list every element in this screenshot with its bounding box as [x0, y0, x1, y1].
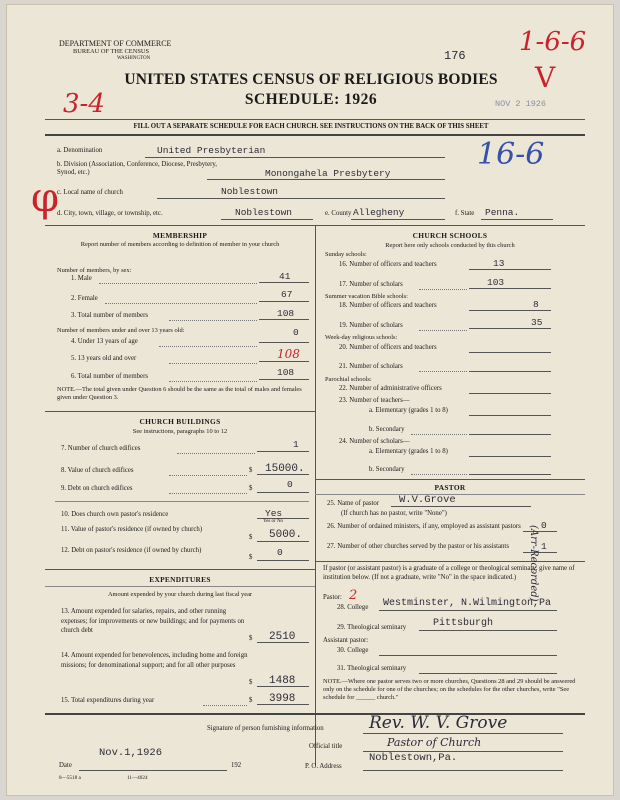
q23a-label: a. Elementary (grades 1 to 8) [369, 407, 448, 414]
q13-label: 13. Amount expended for salaries, repairs, and other running expenses; for improvements or new buildings; and for payments on church debt [61, 608, 245, 634]
po-line [363, 770, 563, 771]
q18-label: 18. Number of officers and teachers [339, 302, 437, 309]
members-by-sex: Number of members, by sex: [57, 267, 132, 274]
q8-value[interactable]: 15000. [265, 463, 305, 475]
q1-label: 1. Male [71, 275, 92, 282]
q15-label: 15. Total expenditures during year [61, 697, 155, 704]
assistant-heading: Assistant pastor: [323, 637, 369, 644]
q27-label: 27. Number of other churches served by the pastor or his assistants [327, 543, 509, 550]
q2-line [259, 301, 309, 302]
q18-value[interactable]: 8 [533, 299, 539, 310]
state-line [481, 219, 553, 220]
census-form [6, 4, 614, 796]
bureau-city: WASHINGTON [117, 56, 151, 61]
pastor-note: NOTE.—Where one pastor serves two or more churches, Questions 28 and 29 should be answered only on the schedule for one of the churches; on the schedules for the other churches, write "See schedule for ______ church." [323, 678, 576, 701]
membership-intro: Report number of members according to definition of member in your church [80, 241, 280, 248]
membership-title: MEMBERSHIP [152, 231, 208, 240]
q7-label: 7. Number of church edifices [61, 445, 141, 452]
q21-leader [419, 371, 467, 372]
q23a-line [469, 415, 551, 416]
pastor-mid-rule [315, 561, 585, 562]
q3-label: 3. Total number of members [71, 312, 148, 319]
q19-line [469, 328, 551, 329]
q13-dollar: $ [249, 635, 253, 642]
q8-line [257, 474, 309, 475]
q23b-label: b. Secondary [369, 426, 405, 433]
q25-line [391, 506, 531, 507]
county-line [351, 219, 445, 220]
q9-dollar: $ [249, 485, 253, 492]
q7-value[interactable]: 1 [293, 439, 299, 450]
form-code: 8—5518 a [59, 775, 81, 781]
q24b-leader [411, 474, 467, 475]
q15-leader [203, 705, 247, 706]
q6-line [259, 379, 309, 380]
buildings-mid-rule [55, 501, 309, 502]
county-label: e. County [325, 210, 352, 217]
q21-label: 21. Number of scholars [339, 363, 403, 370]
q19-label: 19. Number of scholars [339, 322, 403, 329]
q2-value[interactable]: 67 [281, 289, 293, 300]
q20-line [469, 352, 551, 353]
q1-leader [99, 283, 257, 284]
signature-label: Signature of person furnishing information [207, 725, 324, 732]
schools-bottom-rule [315, 479, 585, 480]
q26-value[interactable]: 0 [541, 520, 547, 531]
print-code: 11—4024 [127, 775, 148, 781]
received-stamp: NOV 2 1926 [495, 99, 547, 109]
q24a-label: a. Elementary (grades 1 to 8) [369, 448, 448, 455]
date-line [79, 770, 227, 771]
date-year: 192 [231, 762, 242, 769]
signature-value[interactable]: Rev. W. V. Grove [369, 713, 508, 733]
q5-value[interactable]: 108 [277, 347, 300, 361]
q22-label: 22. Number of administrative officers [339, 385, 442, 392]
q9-line [257, 492, 309, 493]
po-label: P. O. Address [305, 763, 342, 770]
q20-label: 20. Number of officers and teachers [339, 344, 437, 351]
q23b-line [469, 434, 551, 435]
q13-line [257, 642, 309, 643]
q17-line [469, 288, 551, 289]
q16-label: 16. Number of officers and teachers [339, 261, 437, 268]
expenditures-title-rule [45, 586, 315, 587]
q14-value[interactable]: 1488 [269, 675, 296, 687]
q21-line [469, 371, 551, 372]
q22-line [469, 393, 551, 394]
q29-value[interactable]: Pittsburgh [433, 618, 494, 629]
q26-label: 26. Number of ordained ministers, if any, employed as assistant pastors [327, 523, 521, 530]
q3-leader [169, 320, 257, 321]
q25-note: (If church has no pastor, write "None") [341, 510, 447, 517]
schools-title: CHURCH SCHOOLS [412, 231, 488, 240]
q15-dollar: $ [249, 697, 253, 704]
dept-name: DEPARTMENT OF COMMERCE [59, 39, 172, 48]
q15-line [257, 704, 309, 705]
q17-value[interactable]: 103 [487, 277, 505, 288]
q10-value[interactable]: Yes [265, 508, 283, 519]
q14-label: 14. Amount expended for benevolences, including home and foreign missions; for denominational support; and for all other purposes [61, 652, 248, 669]
header-rule-top [45, 119, 585, 120]
q6-leader [169, 381, 257, 382]
q28-line [379, 610, 557, 611]
q9-value[interactable]: 0 [287, 479, 293, 490]
q3-value[interactable]: 108 [277, 308, 295, 319]
q28-label: 28. College [337, 604, 369, 611]
q19-leader [419, 330, 467, 331]
denomination-value[interactable]: United Presbyterian [157, 145, 266, 156]
q6-value[interactable]: 108 [277, 367, 295, 378]
yes-no-caption: Yes or No [263, 519, 284, 524]
q23-label: 23. Number of teachers— [339, 397, 410, 404]
q9-label: 9. Debt on church edifices [61, 485, 133, 492]
po-value[interactable]: Noblestown,Pa. [369, 752, 458, 764]
q16-line [469, 269, 551, 270]
q4-line [259, 342, 309, 343]
q4-leader [159, 346, 257, 347]
q23b-leader [411, 434, 467, 435]
buildings-bottom-rule [45, 569, 315, 570]
college-intro: If pastor (or assistant pastor) is a graduate of a college or theological seminary, give name of institution below. (If not a graduate, write "No" in the space indicated.) [323, 565, 575, 581]
q31-line [419, 673, 557, 674]
q25-label: 25. Name of pastor [327, 500, 380, 507]
red-margin-mark: φ [31, 175, 60, 221]
pastor-title: PASTOR [434, 483, 466, 492]
q14-line [257, 686, 309, 687]
q14-dollar: $ [249, 679, 253, 686]
date-label: Date [59, 762, 72, 769]
expenditures-title: EXPENDITURES [149, 575, 211, 584]
county-value[interactable]: Allegheny [353, 207, 405, 218]
red-check-mark: V [535, 61, 556, 94]
red-top-note: 3-4 [63, 89, 105, 119]
q1-value[interactable]: 41 [279, 271, 291, 282]
city-label: d. City, town, village, or township, etc. [57, 210, 163, 217]
q7-line [257, 451, 309, 452]
q2-leader [105, 303, 257, 304]
denomination-line [145, 157, 445, 158]
parochial-heading: Parochial schools: [325, 376, 372, 383]
city-value[interactable]: Noblestown [235, 207, 293, 218]
q5-label: 5. 13 years old and over [71, 355, 137, 362]
q7-leader [177, 453, 255, 454]
q12-label: 12. Debt on pastor's residence (if owned by church) [61, 547, 202, 554]
local-name-value[interactable]: Noblestown [221, 186, 279, 197]
schools-intro: Report here only schools conducted by this church [385, 242, 515, 249]
q17-leader [419, 289, 467, 290]
side-note: (Arr-Recorded) [528, 525, 539, 602]
q15-value[interactable]: 3998 [269, 693, 296, 705]
q11-label: 11. Value of pastor's residence (if owned by church) [61, 526, 203, 533]
q24a-line [469, 456, 551, 457]
division-label: b. Division (Association, Conference, Diocese, Presbytery, Synod, etc.) [57, 161, 218, 176]
q13-value[interactable]: 2510 [269, 631, 296, 643]
q11-line [257, 541, 309, 542]
title-value[interactable]: Pastor of Church [387, 736, 482, 749]
q5-line [259, 361, 309, 362]
q24-label: 24. Number of scholars— [339, 438, 410, 445]
q6-label: 6. Total number of members [71, 373, 148, 380]
q29-label: 29. Theological seminary [337, 624, 407, 631]
q4-label: 4. Under 13 years of age [71, 338, 138, 345]
state-label: f. State [455, 210, 475, 217]
state-value[interactable]: Penna. [485, 207, 520, 218]
q30-label: 30. College [337, 647, 369, 654]
q5-leader [169, 363, 257, 364]
q10-label: 10. Does church own pastor's residence [61, 511, 169, 518]
header-rule-bottom [45, 134, 585, 136]
q11-dollar: $ [249, 534, 253, 541]
expenditures-intro: Amount expended by your church during last fiscal year [107, 591, 253, 598]
q19-value[interactable]: 35 [531, 317, 543, 328]
buildings-title: CHURCH BUILDINGS [139, 417, 221, 426]
q8-leader [169, 475, 247, 476]
sunday-heading: Sunday schools: [325, 251, 367, 258]
denomination-label: a. Denomination [57, 147, 103, 154]
q2-label: 2. Female [71, 295, 98, 302]
q9-leader [169, 493, 247, 494]
q4-value[interactable]: 0 [293, 327, 299, 338]
title-label: Official title [309, 743, 343, 750]
q29-line [419, 630, 557, 631]
division-value[interactable]: Monongahela Presbytery [265, 168, 391, 179]
form-title: UNITED STATES CENSUS OF RELIGIOUS BODIES [124, 71, 498, 88]
buildings-intro: See instructions, paragraphs 10 to 12 [132, 428, 228, 435]
q24b-label: b. Secondary [369, 466, 405, 473]
age-heading: Number of members under and over 13 years old: [57, 327, 185, 334]
q12-line [257, 560, 309, 561]
division-line [207, 179, 445, 180]
local-name-label: c. Local name of church [57, 189, 123, 196]
q1-line [259, 282, 309, 283]
membership-note: NOTE.—The total given under Question 6 should be the same as the total of males and females given under Question 3. [57, 386, 302, 401]
q12-dollar: $ [249, 554, 253, 561]
q18-line [469, 310, 551, 311]
q16-value[interactable]: 13 [493, 258, 505, 269]
column-divider [315, 225, 316, 765]
membership-bottom-rule [45, 411, 315, 412]
q3-line [259, 319, 309, 320]
q24b-line [469, 474, 551, 475]
q28-value[interactable]: Westminster, N.Wilmington,Pa [383, 598, 552, 609]
q8-dollar: $ [249, 467, 253, 474]
pastor-red-mark: 2 [349, 588, 358, 603]
pastor-heading: Pastor: [323, 594, 342, 601]
q30-line [379, 655, 557, 656]
instruction-line: FILL OUT A SEPARATE SCHEDULE FOR EACH CHURCH. SEE INSTRUCTIONS ON THE BACK OF THIS SHEET [133, 123, 489, 130]
q12-value[interactable]: 0 [277, 547, 283, 558]
q27-value[interactable]: 1 [541, 541, 547, 552]
form-number: 176 [444, 49, 466, 63]
form-subtitle: SCHEDULE: 1926 [244, 91, 378, 108]
weekday-heading: Week-day religious schools: [325, 334, 398, 341]
signature-line [363, 733, 563, 734]
red-corner-note: 1-6-6 [519, 27, 587, 57]
q25-value[interactable]: W.V.Grove [399, 494, 456, 506]
blue-code: 16-6 [477, 137, 545, 172]
bureau-name: BUREAU OF THE CENSUS [73, 48, 150, 55]
q31-label: 31. Theological seminary [337, 665, 407, 672]
local-name-line [157, 198, 445, 199]
date-value[interactable]: Nov.1,1926 [99, 747, 163, 759]
city-line [221, 219, 313, 220]
q17-label: 17. Number of scholars [339, 281, 403, 288]
q11-value[interactable]: 5000. [269, 529, 303, 541]
q8-label: 8. Value of church edifices [61, 467, 134, 474]
vacation-heading: Summer vacation Bible schools: [325, 293, 408, 300]
